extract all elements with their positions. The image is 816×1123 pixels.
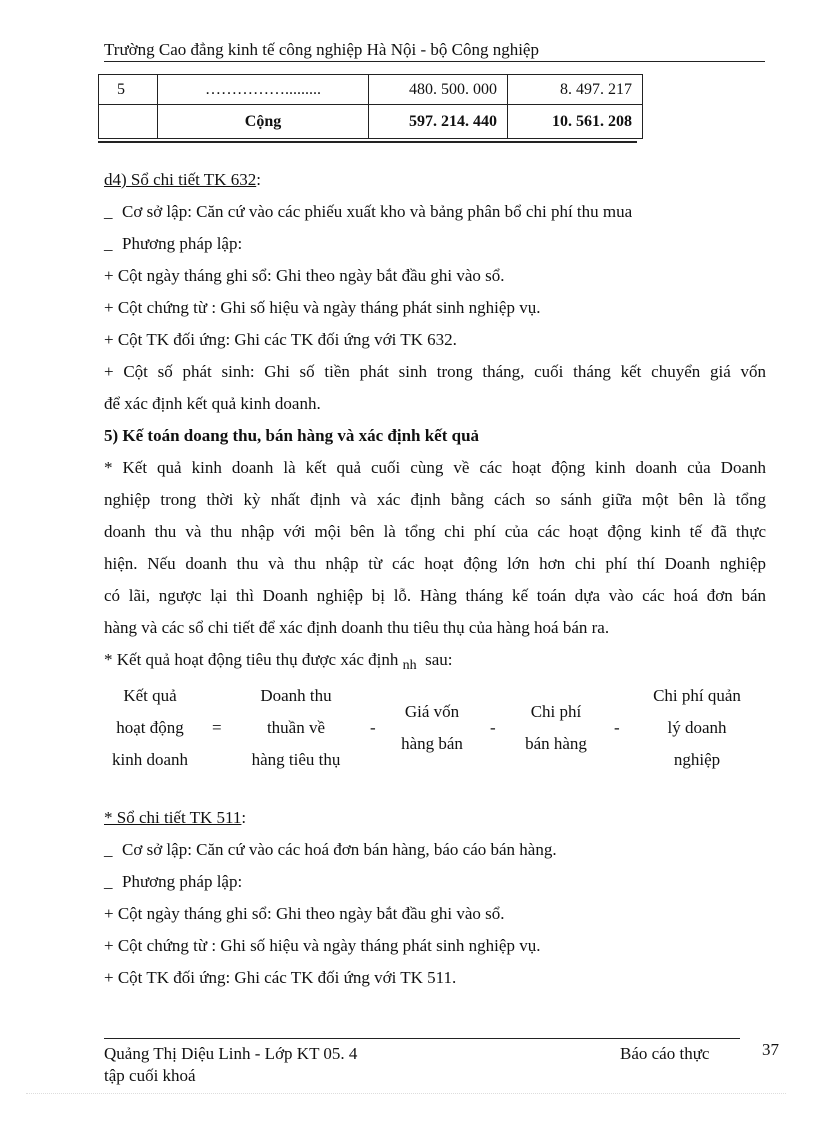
column-amount-line-cont: để xác định kết quả kinh doanh.: [104, 394, 321, 413]
row-amount: 480. 500. 000: [369, 75, 508, 105]
paragraph-line: hàng và các sổ chi tiết để xác định doanh thu tiêu thụ của hàng hoá bán ra.: [104, 618, 610, 637]
paragraph-line: hiện. Nếu doanh thu và thu nhập từ các hoạt động lớn hơn chi phí thí Doanh nghiệp: [104, 554, 766, 573]
column-voucher-line: + Cột chứng từ : Ghi số hiệu và ngày tháng phát sinh nghiệp vụ.: [104, 936, 541, 955]
row-number: [99, 105, 158, 139]
section-heading: * Sổ chi tiết TK 511:: [104, 808, 247, 827]
footer-report: Báo cáo thực: [620, 1044, 710, 1063]
formula-selling: Chi phí bán hàng: [525, 702, 587, 753]
header-rule: [104, 61, 765, 62]
total-amount: 597. 214. 440: [369, 105, 508, 139]
column-account-line: + Cột TK đối ứng: Ghi các TK đối ứng với TK 632.: [104, 330, 457, 349]
formula-admin: Chi phí quản lý doanh nghiệp: [653, 686, 741, 769]
table-row: [99, 75, 643, 105]
row-description: …………….........: [158, 75, 369, 105]
paragraph-line: có lãi, ngược lại thì Doanh nghiệp bị lỗ. Hàng tháng kế toán dựa vào các hoá đơn bán: [104, 586, 766, 605]
footer-report-cont: tập cuối khoá: [104, 1066, 196, 1085]
formula-minus: -: [370, 718, 376, 737]
column-date-line: + Cột ngày tháng ghi sổ: Ghi theo ngày bắt đầu ghi vào sổ.: [104, 266, 505, 285]
formula-revenue: Doanh thu thuần về hàng tiêu thụ: [251, 686, 341, 769]
column-voucher-line: + Cột chứng từ : Ghi số hiệu và ngày tháng phát sinh nghiệp vụ.: [104, 298, 541, 317]
footer-author: Quảng Thị Diệu Linh - Lớp KT 05. 4: [104, 1044, 358, 1063]
method-line: _ Phương pháp lập:: [104, 234, 243, 253]
total-tax: 10. 561. 208: [508, 105, 643, 139]
basis-line: _ Cơ sở lập: Căn cứ vào các phiếu xuất kho và bảng phân bổ chi phí thu mua: [104, 202, 633, 221]
table-bottom-rule: [98, 141, 637, 143]
column-account-line: + Cột TK đối ứng: Ghi các TK đối ứng với TK 511.: [104, 968, 457, 987]
section-5-heading: 5) Kế toán doang thu, bán hàng và xác định kết quả: [104, 426, 480, 445]
section-511: [104, 802, 766, 994]
summary-table: [98, 74, 643, 139]
paragraph-line: doanh thu và thu nhập với mội bên là tổng chi phí của các hoạt động kinh tế đã thực: [104, 522, 766, 541]
formula-minus: -: [490, 718, 496, 737]
page-number: 37: [762, 1040, 779, 1059]
formula-minus: -: [614, 718, 620, 737]
column-date-line: + Cột ngày tháng ghi sổ: Ghi theo ngày bắt đầu ghi vào sổ.: [104, 904, 505, 923]
table-total-row: [99, 105, 643, 139]
section-heading: d4) Sổ chi tiết TK 632:: [104, 170, 261, 189]
row-number: 5: [99, 75, 158, 105]
formula-equals: =: [212, 718, 222, 737]
footer-rule: [104, 1038, 740, 1039]
formula-result: Kết quả hoạt động kinh doanh: [111, 686, 189, 769]
page-header: Trường Cao đẳng kinh tế công nghiệp Hà Nội - bộ Công nghiệp: [104, 40, 539, 59]
page-edge-dots: [26, 1093, 786, 1094]
formula-cogs: Giá vốn hàng bán: [401, 702, 463, 753]
formula-intro: * Kết quả hoạt động tiêu thụ được xác định $_{nh}$ sau:: [104, 650, 453, 673]
paragraph-line: * Kết quả kinh doanh là kết quả cuối cùng về các hoạt động kinh doanh của Doanh: [104, 458, 766, 477]
column-amount-line: + Cột số phát sinh: Ghi số tiền phát sinh trong tháng, cuối tháng kết chuyển giá vốn: [104, 362, 766, 381]
basis-line: _ Cơ sở lập: Căn cứ vào các hoá đơn bán hàng, báo cáo bán hàng.: [104, 840, 557, 859]
total-label: Cộng: [158, 105, 369, 139]
profit-formula: [104, 680, 766, 776]
section-d4: [104, 164, 766, 678]
method-line: _ Phương pháp lập:: [104, 872, 243, 891]
row-tax: 8. 497. 217: [508, 75, 643, 105]
paragraph-line: nghiệp trong thời kỳ nhất định và xác định bằng cách so sánh giữa một bên là tổng: [104, 490, 766, 509]
